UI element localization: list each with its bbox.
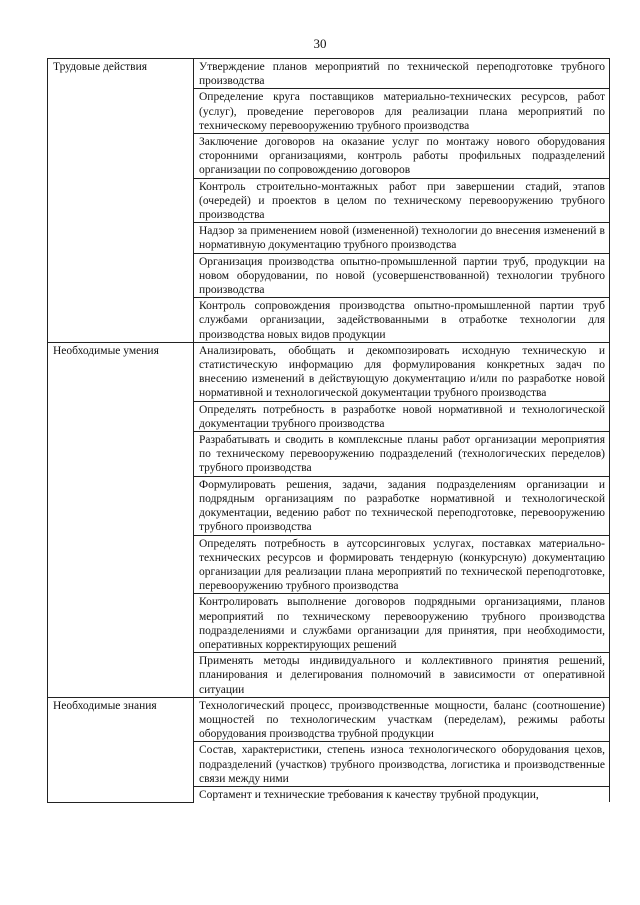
section-label: Необходимые знания	[48, 697, 194, 802]
section-label: Необходимые умения	[48, 342, 194, 697]
section-label: Трудовые действия	[48, 59, 194, 343]
section-item: Разрабатывать и сводить в комплексные планы работ организации мероприятия по техническому перевооружению подразделений (технологических переделов) трубного производства	[194, 432, 610, 477]
section-item: Определять потребность в аутсорсинговых услугах, поставках материально-технических ресурсов и формировать тендерную (конкурсную) документацию организации для реализации плана мероприятий по технической переподготовке, перевооружению трубного производства	[194, 535, 610, 594]
section-item: Контроль строительно-монтажных работ при завершении стадий, этапов (очередей) и проектов в целом по техническому перевооружению трубного производства	[194, 178, 610, 223]
section-item: Контроль сопровождения производства опытно-промышленной партии труб службами организации, задействованными в отработке технологии для производства новых видов продукции	[194, 298, 610, 343]
section-item: Определять потребность в разработке новой нормативной и технологической документации трубного производства	[194, 401, 610, 431]
table-row	[48, 59, 610, 89]
table-row	[48, 697, 610, 742]
table-row	[48, 342, 610, 401]
section-item: Формулировать решения, задачи, задания подразделениям организации и подрядным организациям по разработке нормативной и технологической документации, ведению работ по технической переподготовке, перевооружению трубного производства	[194, 476, 610, 535]
section-item: Утверждение планов мероприятий по технической переподготовке трубного производства	[194, 59, 610, 89]
section-item: Заключение договоров на оказание услуг по монтажу нового оборудования сторонними организациями, контроль работы профильных подразделений организации по сопровождению договоров	[194, 134, 610, 179]
section-item: Применять методы индивидуального и коллективного принятия решений, планирования и делегирования полномочий в зависимости от оперативной ситуации	[194, 653, 610, 698]
section-item: Состав, характеристики, степень износа технологического оборудования цехов, подразделений (участков) трубного производства, логистика и производственные связи между ними	[194, 742, 610, 787]
section-item: Технологический процесс, производственные мощности, баланс (соотношение) мощностей по технологическим участкам (переделам), режимы работы оборудования производства трубной продукции	[194, 697, 610, 742]
section-item: Организация производства опытно-промышленной партии труб, продукции на новом оборудовании, по новой (усовершенствованной) технологии трубного производства	[194, 253, 610, 298]
section-item: Анализировать, обобщать и декомпозировать исходную техническую и статистическую информацию для формулирования конкретных задач по внесению изменений в действующую документацию и/или по разработке новой нормативной и технологической документации трубного производства	[194, 342, 610, 401]
section-item: Определение круга поставщиков материально-технических ресурсов, работ (услуг), проведение переговоров для реализации плана мероприятий по техническому перевооружению трубного производства	[194, 89, 610, 134]
requirements-table	[47, 58, 610, 803]
section-item: Контролировать выполнение договоров подрядными организациями, планов мероприятий по техническому перевооружению трубного производства подразделениями и службами организации для принятия, при необходимости, оперативных корректирующих решений	[194, 594, 610, 653]
section-item: Надзор за применением новой (измененной) технологии до внесения изменений в нормативную документацию трубного производства	[194, 223, 610, 253]
page-number: 30	[313, 36, 327, 51]
section-item: Сортамент и технические требования к качеству трубной продукции,	[194, 786, 610, 802]
